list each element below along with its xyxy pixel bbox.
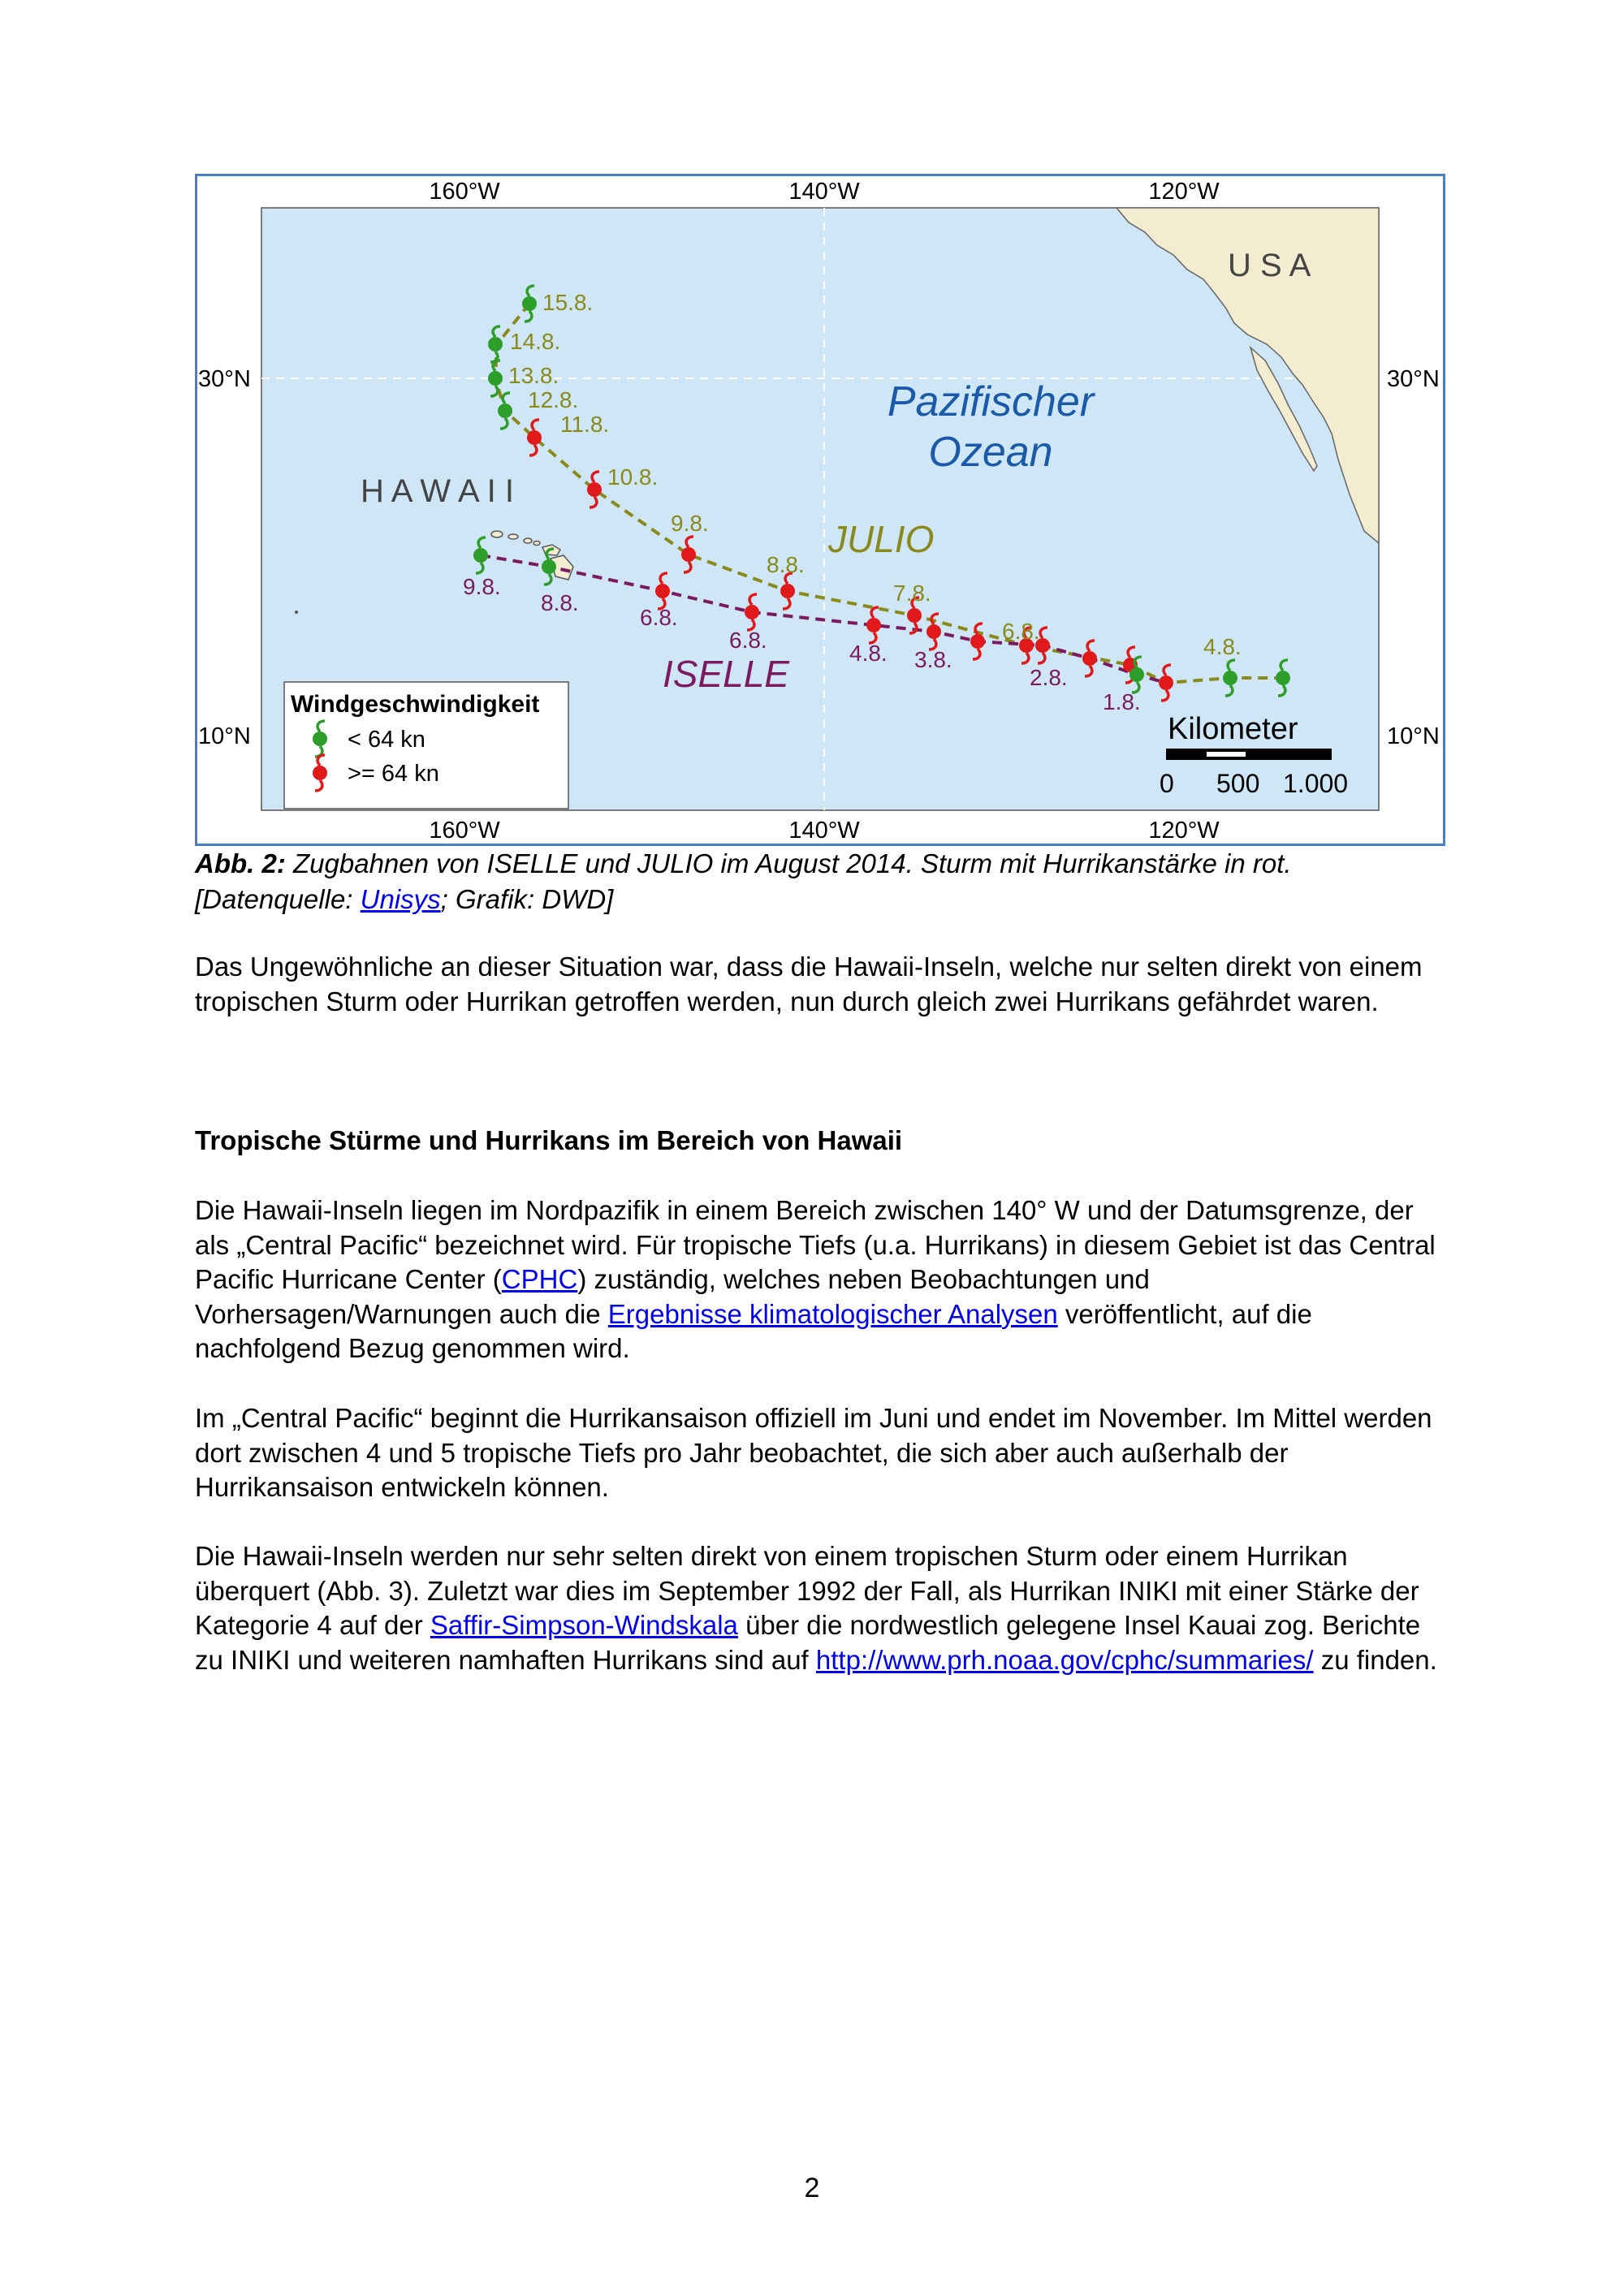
saffir-simpson-link[interactable]: Saffir-Simpson-Windskala	[430, 1610, 738, 1640]
usa-label: U S A	[1228, 248, 1311, 283]
iselle-date-label: 3.8.	[914, 647, 952, 672]
figure-caption	[195, 846, 1445, 917]
paragraph-4-text: über die nordwestlich gelegene Insel Kauai zog. Berichte zu INIKI und weiteren namhaften Hurrikans sind auf	[195, 1610, 1421, 1675]
iselle-date-label: 8.8.	[541, 590, 579, 615]
paragraph-3: Im „Central Pacific“ beginnt die Hurrikansaison offiziell im Juni und endet im November. Im Mittel werden dort zwischen 4 und 5 tropische Tiefs pro Jahr beobachtet, die sich aber auch außerhalb der Hurrikansaison entwickeln können.	[195, 1403, 1432, 1502]
caption-text-1: Zugbahnen von ISELLE und JULIO im August 2014. Sturm mit Hurrikanstärke in rot. [Datenquelle:	[195, 848, 1292, 914]
julio-date-label: 7.8.	[893, 580, 931, 606]
lon-label-top: 140°W	[788, 179, 860, 205]
iselle-date-label: 6.8.	[640, 605, 678, 630]
julio-date-label: 8.8.	[767, 552, 805, 577]
ocean-label-line2: Ozean	[928, 429, 1053, 476]
lat-label-left: 10°N	[198, 723, 251, 749]
paragraph-2	[195, 1193, 1445, 1366]
iselle-date-label: 4.8.	[849, 641, 888, 666]
legend-strong-label: >= 64 kn	[348, 761, 439, 787]
legend-title: Windgeschwindigkeit	[291, 691, 540, 718]
lon-label-top: 160°W	[429, 179, 500, 205]
iselle-date-label: 9.8.	[463, 574, 501, 599]
iselle-date-label: 1.8.	[1103, 689, 1141, 714]
cphc-link[interactable]: CPHC	[501, 1264, 578, 1294]
section-heading: Tropische Stürme und Hurrikans im Bereich von Hawaii	[195, 1125, 903, 1155]
caption-label: Abb. 2:	[195, 848, 286, 878]
storm-track-map	[195, 174, 1445, 846]
julio-date-label: 4.8.	[1203, 634, 1242, 659]
julio-date-label: 10.8.	[607, 464, 659, 490]
julio-date-label: 14.8.	[510, 329, 561, 354]
julio-label: JULIO	[828, 518, 935, 560]
lat-label-left: 30°N	[198, 366, 251, 392]
noaa-summaries-link[interactable]: http://www.prh.noaa.gov/cphc/summaries/	[815, 1644, 1314, 1675]
julio-date-label: 15.8.	[542, 290, 594, 315]
scale-tick-label: 0	[1160, 769, 1174, 798]
paragraph-4-text: Die Hawaii-Inseln werden nur sehr selten direkt von einem tropischen Sturm oder einem Hurrikan überquert (Abb. 3). Zuletzt war dies im September 1992 der Fall, als Hurrikan INIKI mit einer Stärke der Kategorie 4 auf der	[195, 1541, 1419, 1640]
small-island	[295, 611, 298, 614]
julio-date-label: 6.8.	[1002, 619, 1040, 644]
paragraph-1: Das Ungewöhnliche an dieser Situation war, dass die Hawaii-Inseln, welche nur selten direkt von einem tropischen Sturm oder Hurrikan getroffen werden, nun durch gleich zwei Hurrikans gefährdet waren.	[195, 952, 1423, 1016]
julio-date-label: 9.8.	[671, 511, 709, 536]
paragraph-4-text: zu finden.	[1313, 1644, 1437, 1675]
scale-bar-black	[1166, 749, 1332, 760]
scale-tick-label: 500	[1216, 769, 1260, 798]
scale-bar-white	[1207, 752, 1246, 757]
paragraph-4	[195, 1539, 1445, 1677]
lon-label-top: 120°W	[1148, 179, 1220, 205]
lon-label-bottom: 160°W	[429, 818, 500, 844]
paragraph-2-text: Die Hawaii-Inseln liegen im Nordpazifik in einem Bereich zwischen 140° W und der Datumsgrenze, der als „Central Pacific“ bezeichnet wird. Für tropische Tiefs (u.a. Hurrikans) in diesem Gebiet ist das Central Pacific Hurricane Center (	[195, 1195, 1436, 1294]
legend-weak-label: < 64 kn	[348, 727, 425, 753]
wind-legend	[284, 682, 568, 809]
caption-text-2: ; Grafik: DWD]	[440, 884, 614, 914]
iselle-label: ISELLE	[663, 653, 789, 695]
julio-date-label: 12.8.	[528, 387, 579, 412]
paragraph-2-text: veröffentlicht, auf die nachfolgend Bezug genommen wird.	[195, 1298, 1312, 1363]
paragraph-2-text: ) zuständig, welches neben Beobachtungen und Vorhersagen/Warnungen auch die	[195, 1264, 1150, 1329]
scale-title: Kilometer	[1168, 712, 1298, 746]
julio-date-label: 13.8.	[508, 363, 559, 388]
lon-label-bottom: 120°W	[1148, 818, 1220, 844]
lat-label-right: 30°N	[1387, 366, 1440, 392]
scale-tick-label: 1.000	[1283, 769, 1349, 798]
hawaii-label: H A W A I I	[361, 473, 514, 509]
lat-label-right: 10°N	[1387, 723, 1440, 749]
ocean-label-line1: Pazifischer	[887, 378, 1095, 425]
iselle-date-label: 6.8.	[729, 628, 767, 653]
unisys-link[interactable]: Unisys	[360, 884, 441, 914]
iselle-date-label: 2.8.	[1030, 665, 1068, 690]
lon-label-bottom: 140°W	[788, 818, 860, 844]
page-number: 2	[804, 2173, 820, 2203]
julio-date-label: 11.8.	[560, 412, 610, 437]
climatology-link[interactable]: Ergebnisse klimatologischer Analysen	[607, 1298, 1058, 1329]
